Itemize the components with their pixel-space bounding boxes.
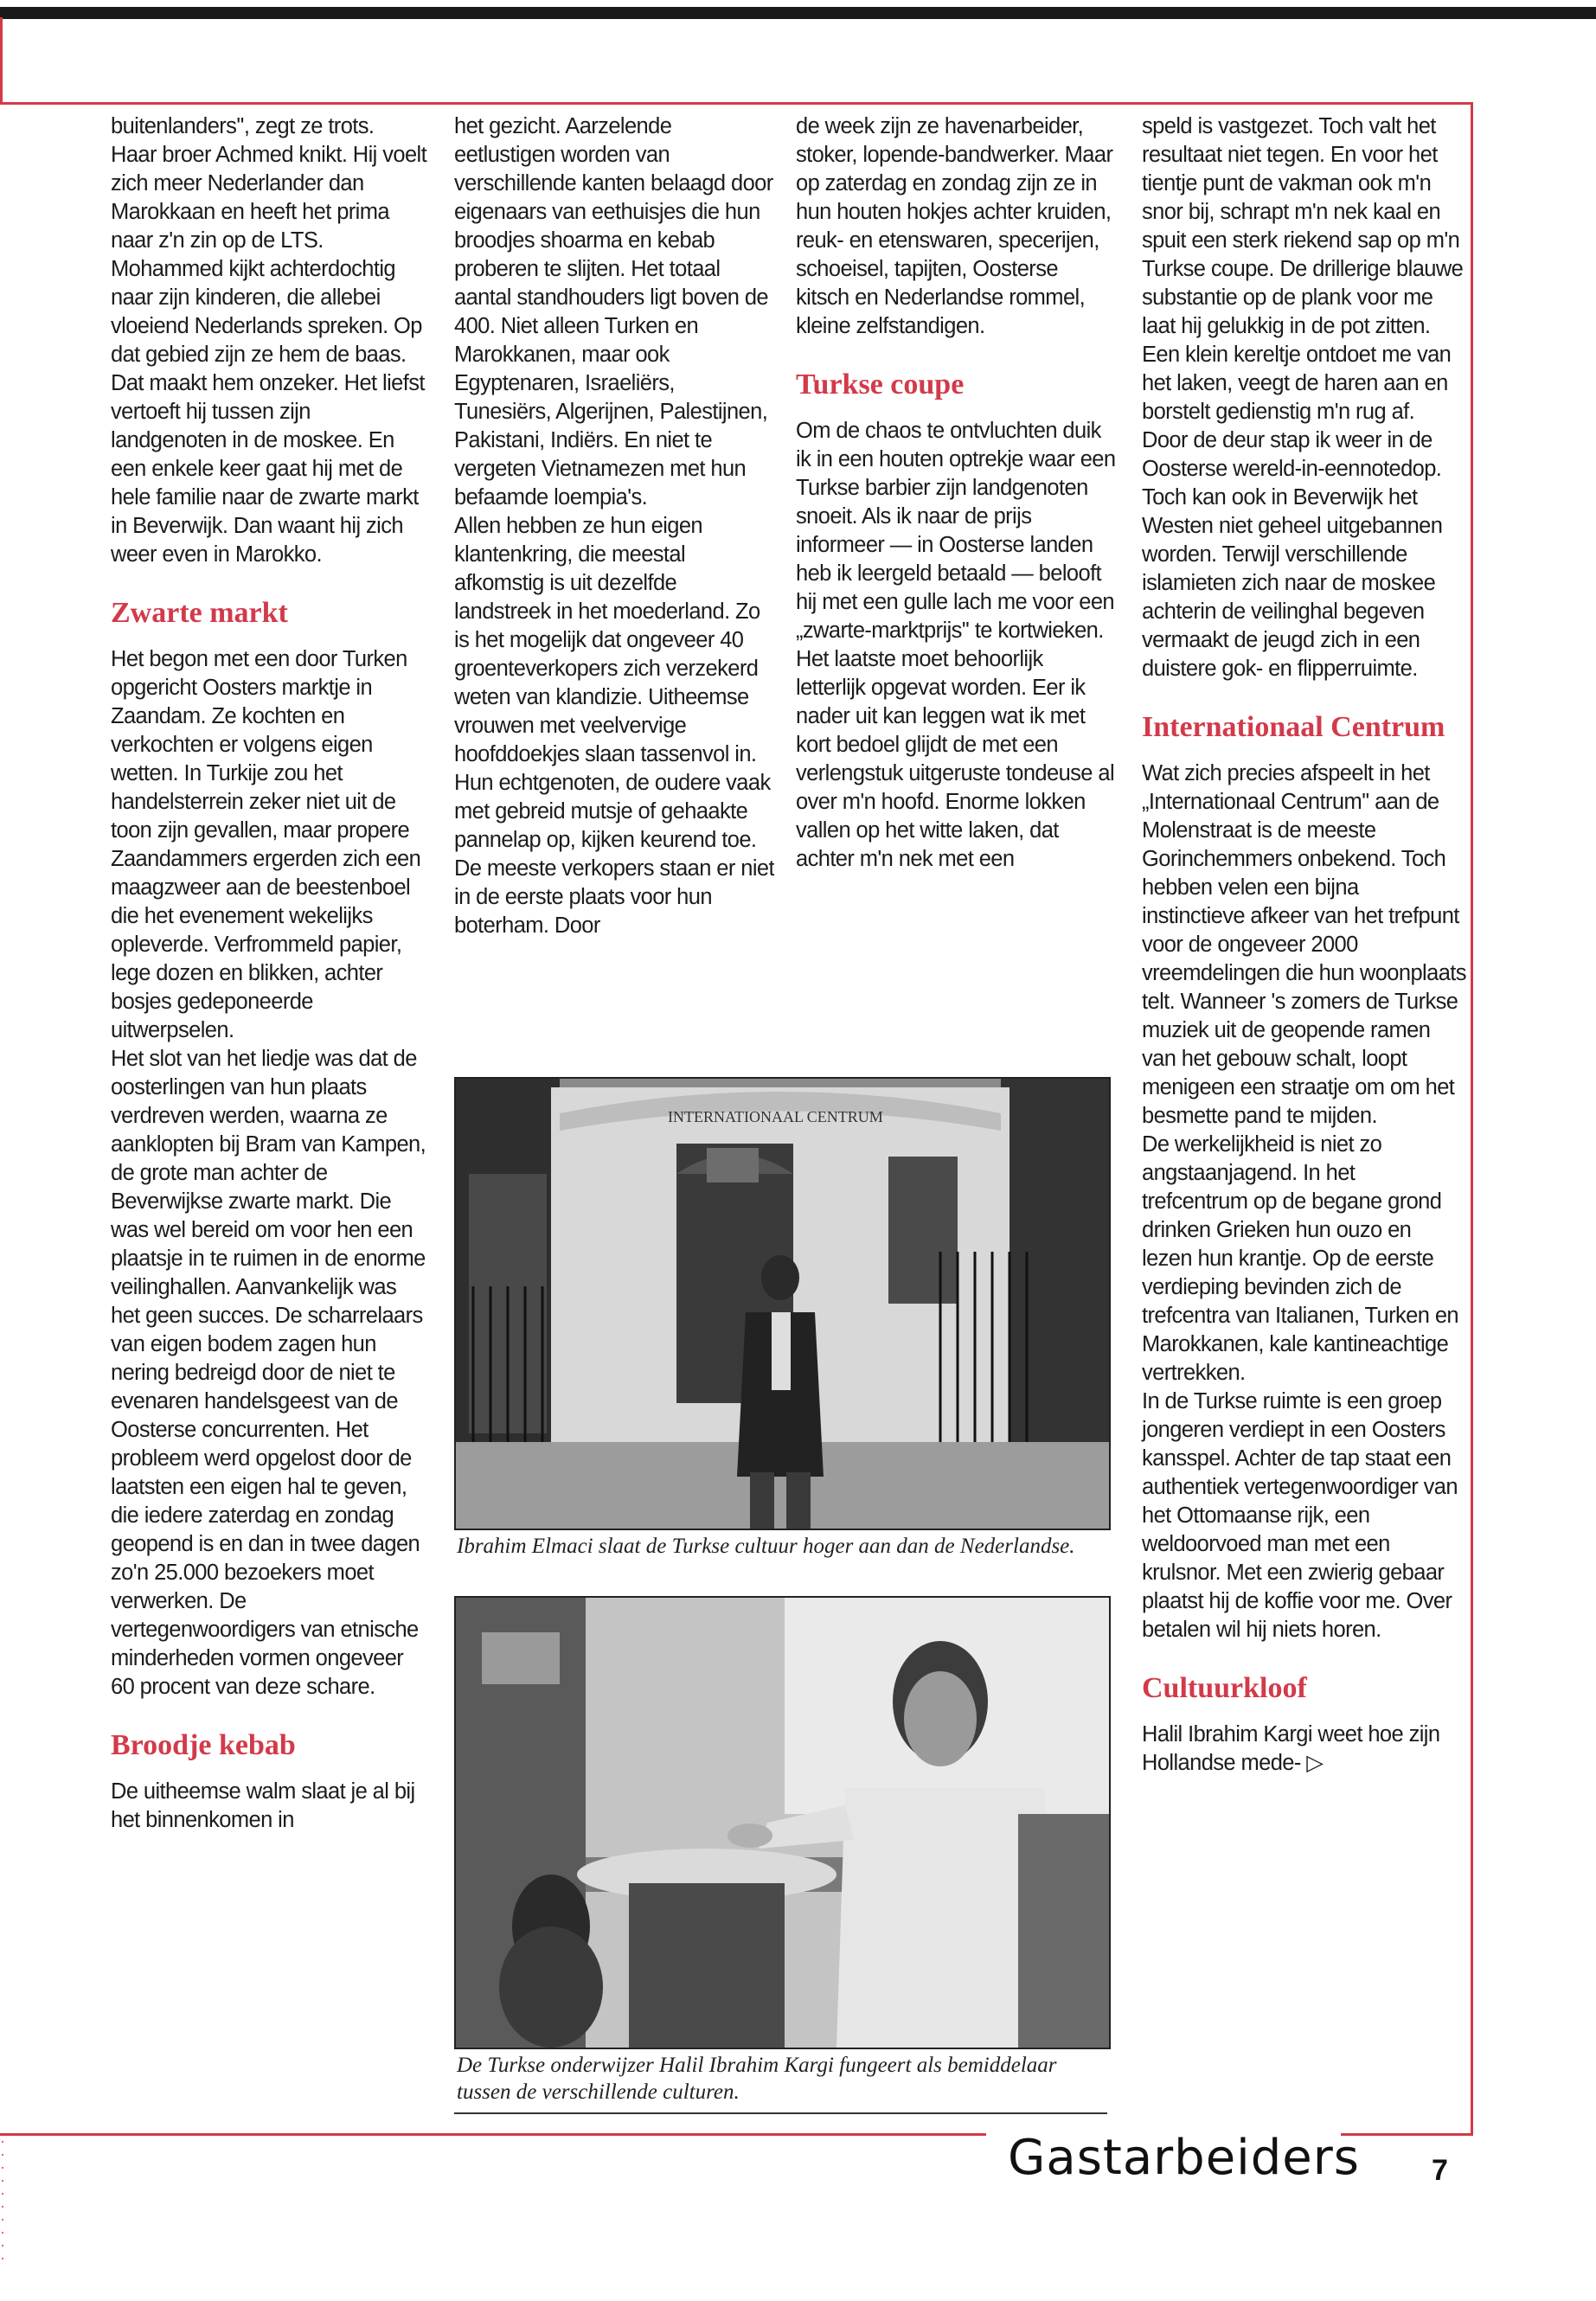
red-border-top [0, 102, 1471, 105]
red-border-right [1471, 102, 1473, 2135]
photo-caption-2: De Turkse onderwijzer Halil Ibrahim Kargi fungeert als bemiddelaar tussen de verschillende culturen. [457, 2054, 1057, 2104]
photo-caption-1: Ibrahim Elmaci slaat de Turkse cultuur hoger aan dan de Nederlandse. [457, 1535, 1075, 1558]
red-border-bottom-tail [1341, 2133, 1473, 2136]
page-number: 7 [1432, 2154, 1448, 2187]
paragraph: speld is vastgezet. Toch valt het resultaat niet tegen. En voor het tientje punt de vakman ook m'n snor bij, schrapt m'n nek kaal en spuit een sterk riekend sap op m'n Turkse coupe. De drillerige blauwe substantie op de plank voor me laat hij gelukkig in de pot zitten. Een klein kereltje ontdoet me van het laken, veegt de haren aan en borstelt gedienstig m'n rug af. [1142, 114, 1464, 424]
paragraph: Halil Ibrahim Kargi weet hoe zijn Hollandse mede- ▷ [1142, 1722, 1440, 1775]
article-column-2 [454, 112, 774, 1055]
paragraph: Allen hebben ze hun eigen klantenkring, die meestal afkomstig is uit dezelfde landstreek in het moederland. Zo is het mogelijk dat ongeveer 40 groenteverkopers zich verzekerd weten van klandizie. Uitheemse vrouwen met veelvervige hoofddoekjes slaan tassenvol in. Hun echtgenoten, de oudere vaak met gebreid mutsje of gehaakte pannelap op, kijken keurend toe. De meeste verkopers staan er niet in de eerste plaats voor hun boterham. Door [454, 514, 774, 938]
dot [2, 2180, 3, 2182]
paragraph: Het begon met een door Turken opgericht Oosters marktje in Zaandam. Ze kochten en verkochten er volgens eigen wetten. In Turkije zou het handelsterrein zeker niet uit de toon zijn gevallen, maar propere Zaandammers ergerden zich een maagzweer aan de beestenboel die het evenement wekelijks opleverde. Verfrommeld papier, lege dozen en blikken, achter bosjes gedeponeerde uitwerpselen. [111, 647, 421, 1042]
photo-turkish-teacher [454, 1596, 1111, 2049]
paragraph: Door de deur stap ik weer in de Oosterse wereld-in-eennotedop. Toch kan ook in Beverwijk het Westen niet geheel uitgebannen worden. Terwijl verschillende islamieten zich naar de moskee achterin de veilinghal begeven vermaakt de jeugd zich in een duistere gok- en flipperruimte. [1142, 428, 1443, 681]
dot [2, 2154, 3, 2156]
paragraph: In de Turkse ruimte is een groep jongeren verdiept in een Oosters kansspel. Achter de tap staat een authentiek vertegenwoordiger van het Ottomaanse rijk, een weldoorvoed man met een krulsnor. Met een zwierig gebaar plaatst hij de koffie voor me. Over betalen wil hij niets horen. [1142, 1389, 1458, 1642]
paragraph: de week zijn ze havenarbeider, stoker, lopende-bandwerker. Maar op zaterdag en zondag zijn ze in hun houten hokjes achter kruiden, reuk- en etenswaren, specerijen, schoeisel, tapijten, Oosterse kitsch en Nederlandse rommel, kleine zelfstandigen. [796, 114, 1113, 338]
dot [2, 2232, 3, 2234]
paragraph: Het laatste moet behoorlijk letterlijk opgevat worden. Eer ik nader uit kan leggen wat ik met kort bedoel glijdt de met een verlengstuk uitgeruste tondeuse al over m'n hoofd. Enorme lokken vallen op het witte laken, dat achter m'n nek met een [796, 647, 1115, 871]
subheading-broodje-kebab: Broodje kebab [111, 1729, 296, 1761]
paragraph: het gezicht. Aarzelende eetlustigen worden van verschillende kanten belaagd door eigenaars van eethuisjes die hun broodjes shoarma en kebab proberen te slijten. Het totaal aantal standhouders ligt boven de 400. Niet alleen Turken en Marokkanen, maar ook Egyptenaren, Israeliërs, Tunesiërs, Algerijnen, Palestijnen, Pakistani, Indiërs. En niet te vergeten Vietnamezen met hun befaamde loempia's. [454, 114, 773, 510]
article-column-1 [111, 112, 431, 1835]
subheading-turkse-coupe: Turkse coupe [796, 369, 965, 401]
dot [2, 2258, 3, 2259]
subheading-cultuurkloof: Cultuurkloof [1142, 1672, 1307, 1704]
dot [2, 2193, 3, 2195]
paragraph: Het slot van het liedje was dat de oosterlingen van hun plaats verdreven werden, waarna ze aanklopten bij Bram van Kampen, de grote man achter de Beverwijkse zwarte markt. Die was wel bereid om voor hen een plaatsje in te ruimen in de enorme veilinghallen. Aanvankelijk was het geen succes. De scharrelaars van eigen bodem zagen hun nering bedreigd door de niet te evenaren handelsgeest van de Oosterse concurrenten. Het probleem werd opgelost door de laatsten een eigen hal te geven, die iedere zaterdag en zondag geopend is en dan in twee dagen zo'n 25.000 bezoekers moet verwerken. De vertegenwoordigers van etnische minderheden vormen ongeveer 60 procent van deze schare. [111, 1047, 426, 1699]
paragraph: buitenlanders'', zegt ze trots. [111, 114, 375, 138]
dot [2, 2206, 3, 2208]
dot [2, 2141, 3, 2143]
red-border-left [0, 17, 3, 104]
top-rule [0, 7, 1596, 19]
photo-international-centre [454, 1077, 1111, 1530]
subheading-zwarte-markt: Zwarte markt [111, 597, 288, 629]
paragraph: Haar broer Achmed knikt. Hij voelt zich meer Nederlander dan Marokkaan en heeft het prima naar z'n zin op de LTS. Mohammed kijkt achterdochtig naar zijn kinderen, die allebei vloeiend Nederlands spreken. Op dat gebied zijn ze hem de baas. Dat maakt hem onzeker. Het liefst vertoeft hij tussen zijn landgenoten in de moskee. En een enkele keer gaat hij met de hele familie naar de zwarte markt in Beverwijk. Dan waant hij zich weer even in Marokko. [111, 143, 427, 567]
article-column-4 [1142, 112, 1466, 1778]
photo-1-illustration [456, 1079, 1109, 1529]
paragraph: De uitheemse walm slaat je al bij het binnenkomen in [111, 1779, 415, 1832]
article-column-3 [796, 112, 1116, 1055]
section-title: Gastarbeiders [1008, 2130, 1360, 2186]
photo-2-illustration [456, 1598, 1109, 2048]
subheading-internationaal-centrum: Internationaal Centrum [1142, 711, 1445, 743]
paragraph: De werkelijkheid is niet zo angstaanjagend. In het trefcentrum op de begane grond drinken Grieken hun ouzo en lezen hun krantje. Op de eerste verdieping bevinden zich de trefcentra van Italianen, Turken en Marokkanen, kale kantineachtige vertrekken. [1142, 1132, 1458, 1385]
dot [2, 2219, 3, 2221]
building-sign: INTERNATIONAAL CENTRUM [668, 1108, 883, 1125]
caption-rule [454, 2112, 1107, 2114]
red-border-bottom [0, 2133, 986, 2136]
paragraph: Wat zich precies afspeelt in het „Internationaal Centrum'' aan de Molenstraat is de meeste Gorinchemmers onbekend. Toch hebben velen een bijna instinctieve afkeer van het trefpunt voor de ongeveer 2000 vreemdelingen die hun woonplaats telt. Wanneer 's zomers de Turkse muziek uit de geopende ramen van het gebouw schalt, loopt menigeen een straatje om om het besmette pand te mijden. [1142, 761, 1466, 1128]
paragraph: Om de chaos te ontvluchten duik ik in een houten optrekje waar een Turkse barbier zijn landgenoten snoeit. Als ik naar de prijs informeer — in Oosterse landen heb ik leergeld betaald — belooft hij met een gulle lach me voor een „zwarte-marktprijs'' te kortwieken. [796, 419, 1116, 643]
dot [2, 2245, 3, 2247]
dot [2, 2167, 3, 2169]
